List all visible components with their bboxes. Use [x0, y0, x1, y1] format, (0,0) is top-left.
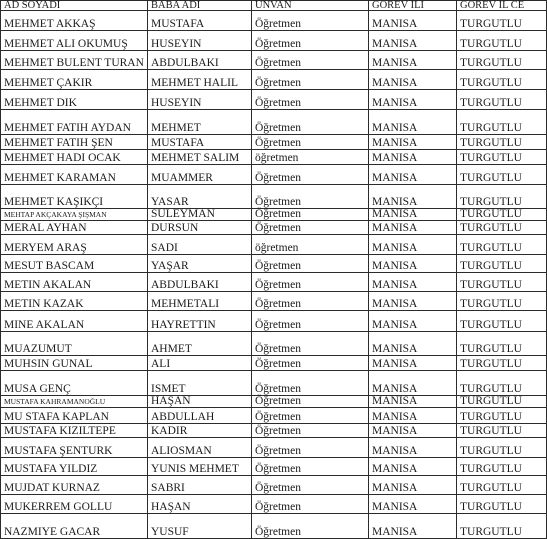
district-cell: TURGUTLU [457, 90, 547, 110]
district-cell: TURGUTLU [457, 273, 547, 292]
title-cell: Öğretmen [252, 221, 369, 235]
province-cell: MANISA [369, 514, 457, 539]
title-cell: Öğretmen [252, 356, 369, 371]
col-header-title: UNVAN [252, 1, 369, 11]
district-cell: TURGUTLU [457, 408, 547, 424]
table-row [1, 311, 547, 332]
name-cell: METIN AKALAN [1, 273, 148, 292]
title-cell: Öğretmen [252, 70, 369, 90]
district-cell: TURGUTLU [457, 150, 547, 165]
father-name-cell: ISMET [148, 371, 252, 396]
father-name-cell: YUNIS MEHMET [148, 458, 252, 476]
district-cell: TURGUTLU [457, 424, 547, 438]
table-row [1, 438, 547, 458]
name-cell: MEHMET BULENT TURAN [1, 51, 148, 70]
district-cell: TURGUTLU [457, 185, 547, 209]
father-name-cell: ABDULBAKI [148, 51, 252, 70]
province-cell: MANISA [369, 209, 457, 221]
title-cell: Öğretmen [252, 438, 369, 458]
title-cell: Öğretmen [252, 31, 369, 51]
district-cell: TURGUTLU [457, 70, 547, 90]
province-cell: MANISA [369, 273, 457, 292]
father-name-cell: ABDULBAKI [148, 273, 252, 292]
province-cell: MANISA [369, 31, 457, 51]
province-cell: MANISA [369, 495, 457, 514]
title-cell: Öğretmen [252, 514, 369, 539]
province-cell: MANISA [369, 292, 457, 311]
father-name-cell: YAŞAR [148, 255, 252, 273]
name-cell: MESUT BASCAM [1, 255, 148, 273]
father-name-cell: ALIOSMAN [148, 438, 252, 458]
name-cell: MEHMET ALI OKUMUŞ [1, 31, 148, 51]
district-cell: TURGUTLU [457, 11, 547, 31]
province-cell: MANISA [369, 165, 457, 185]
name-cell: MEHMET AKKAŞ [1, 11, 148, 31]
district-cell: TURGUTLU [457, 135, 547, 150]
name-cell: MUSA GENÇ [1, 371, 148, 396]
name-cell: MUSTAFA ŞENTURK [1, 438, 148, 458]
province-cell: MANISA [369, 11, 457, 31]
name-cell: MEHMET KAŞIKÇI [1, 185, 148, 209]
table-row [1, 235, 547, 255]
table-row [1, 51, 547, 70]
title-cell: öğretmen [252, 150, 369, 165]
table-row [1, 31, 547, 51]
name-cell: MUHSIN GUNAL [1, 356, 148, 371]
district-cell: TURGUTLU [457, 31, 547, 51]
col-header-name: AD SOYADI [1, 1, 148, 11]
name-cell: MERAL AYHAN [1, 221, 148, 235]
title-cell: Öğretmen [252, 273, 369, 292]
district-cell: TURGUTLU [457, 514, 547, 539]
table-row [1, 135, 547, 150]
name-cell: MUSTAFA KIZILTEPE [1, 424, 148, 438]
province-cell: MANISA [369, 90, 457, 110]
table-body [1, 1, 547, 539]
district-cell: TURGUTLU [457, 332, 547, 356]
district-cell: TURGUTLU [457, 110, 547, 135]
title-cell: Öğretmen [252, 311, 369, 332]
name-cell: METIN KAZAK [1, 292, 148, 311]
province-cell: MANISA [369, 424, 457, 438]
district-cell: TURGUTLU [457, 235, 547, 255]
name-cell: MUSTAFA YILDIZ [1, 458, 148, 476]
district-cell: TURGUTLU [457, 255, 547, 273]
name-cell: MUSTAFA KAHRAMANOĞLU [1, 396, 148, 408]
province-cell: MANISA [369, 332, 457, 356]
district-cell: TURGUTLU [457, 165, 547, 185]
province-cell: MANISA [369, 221, 457, 235]
name-cell: MEHMET FATIH AYDAN [1, 110, 148, 135]
father-name-cell: KADIR [148, 424, 252, 438]
table-row [1, 396, 547, 408]
province-cell: MANISA [369, 396, 457, 408]
name-cell: MINE AKALAN [1, 311, 148, 332]
table-row [1, 458, 547, 476]
table-row [1, 476, 547, 495]
title-cell: Öğretmen [252, 292, 369, 311]
table-row [1, 209, 547, 221]
title-cell: Öğretmen [252, 408, 369, 424]
title-cell: Öğretmen [252, 424, 369, 438]
father-name-cell: MUAMMER [148, 165, 252, 185]
name-cell: MEHMET ÇAKIR [1, 70, 148, 90]
title-cell: Öğretmen [252, 135, 369, 150]
table-row [1, 292, 547, 311]
name-cell: MEHMET FATIH ŞEN [1, 135, 148, 150]
col-header-province: GOREV ILI [369, 1, 457, 11]
father-name-cell: ALI [148, 356, 252, 371]
district-cell: TURGUTLU [457, 396, 547, 408]
table-row [1, 356, 547, 371]
province-cell: MANISA [369, 70, 457, 90]
table-row [1, 408, 547, 424]
father-name-cell: MEHMETALI [148, 292, 252, 311]
district-cell: TURGUTLU [457, 371, 547, 396]
table-row [1, 273, 547, 292]
table-row [1, 255, 547, 273]
title-cell: Öğretmen [252, 110, 369, 135]
province-cell: MANISA [369, 150, 457, 165]
title-cell: Öğretmen [252, 458, 369, 476]
father-name-cell: YUSUF [148, 514, 252, 539]
table-row [1, 90, 547, 110]
father-name-cell: YASAR [148, 185, 252, 209]
table-row [1, 495, 547, 514]
province-cell: MANISA [369, 185, 457, 209]
father-name-cell: MUSTAFA [148, 135, 252, 150]
district-cell: TURGUTLU [457, 292, 547, 311]
province-cell: MANISA [369, 135, 457, 150]
father-name-cell: ABDULLAH [148, 408, 252, 424]
province-cell: MANISA [369, 438, 457, 458]
table-row [1, 371, 547, 396]
title-cell: Öğretmen [252, 209, 369, 221]
district-cell: TURGUTLU [457, 221, 547, 235]
district-cell: TURGUTLU [457, 476, 547, 495]
table-row [1, 221, 547, 235]
table-row [1, 514, 547, 539]
title-cell: Öğretmen [252, 255, 369, 273]
district-cell: TURGUTLU [457, 458, 547, 476]
name-cell: MUJDAT KURNAZ [1, 476, 148, 495]
name-cell: MUAZUMUT [1, 332, 148, 356]
province-cell: MANISA [369, 356, 457, 371]
table-row [1, 185, 547, 209]
name-cell: MEHMET KARAMAN [1, 165, 148, 185]
province-cell: MANISA [369, 371, 457, 396]
father-name-cell: HAŞAN [148, 396, 252, 408]
father-name-cell: HAŞAN [148, 495, 252, 514]
name-cell: MEHMET DIK [1, 90, 148, 110]
father-name-cell: HUSEYIN [148, 90, 252, 110]
title-cell: Öğretmen [252, 11, 369, 31]
table-row [1, 424, 547, 438]
table-row [1, 11, 547, 31]
father-name-cell: HUSEYIN [148, 31, 252, 51]
name-cell: MUKERREM GOLLU [1, 495, 148, 514]
title-cell: Öğretmen [252, 90, 369, 110]
province-cell: MANISA [369, 458, 457, 476]
province-cell: MANISA [369, 110, 457, 135]
father-name-cell: MEHMET SALIM [148, 150, 252, 165]
province-cell: MANISA [369, 51, 457, 70]
title-cell: Öğretmen [252, 371, 369, 396]
father-name-cell: SABRI [148, 476, 252, 495]
father-name-cell: MEHMET [148, 110, 252, 135]
name-cell: MU STAFA KAPLAN [1, 408, 148, 424]
province-cell: MANISA [369, 255, 457, 273]
table-row [1, 150, 547, 165]
province-cell: MANISA [369, 408, 457, 424]
title-cell: Öğretmen [252, 476, 369, 495]
title-cell: Öğretmen [252, 185, 369, 209]
father-name-cell: MUSTAFA [148, 11, 252, 31]
district-cell: TURGUTLU [457, 438, 547, 458]
name-cell: MEHTAP AKÇAKAYA ŞIŞMAN [1, 209, 148, 221]
table-row [1, 165, 547, 185]
header-row [1, 1, 547, 11]
father-name-cell: DURSUN [148, 221, 252, 235]
title-cell: Öğretmen [252, 51, 369, 70]
father-name-cell: SULEYMAN [148, 209, 252, 221]
col-header-district: GOREV IL CE [457, 1, 547, 11]
table-row [1, 332, 547, 356]
table-row [1, 110, 547, 135]
title-cell: öğretmen [252, 235, 369, 255]
province-cell: MANISA [369, 235, 457, 255]
name-cell: MEHMET HADI OCAK [1, 150, 148, 165]
father-name-cell: AHMET [148, 332, 252, 356]
district-cell: TURGUTLU [457, 495, 547, 514]
title-cell: Öğretmen [252, 396, 369, 408]
col-header-father: BABA ADI [148, 1, 252, 11]
title-cell: Öğretmen [252, 332, 369, 356]
father-name-cell: HAYRETTIN [148, 311, 252, 332]
title-cell: Öğretmen [252, 165, 369, 185]
table-row [1, 70, 547, 90]
province-cell: MANISA [369, 476, 457, 495]
district-cell: TURGUTLU [457, 356, 547, 371]
district-cell: TURGUTLU [457, 51, 547, 70]
father-name-cell: MEHMET HALIL [148, 70, 252, 90]
father-name-cell: SADI [148, 235, 252, 255]
title-cell: Öğretmen [252, 495, 369, 514]
name-cell: MERYEM ARAŞ [1, 235, 148, 255]
province-cell: MANISA [369, 311, 457, 332]
name-cell: NAZMIYE GACAR [1, 514, 148, 539]
district-cell: TURGUTLU [457, 209, 547, 221]
district-cell: TURGUTLU [457, 311, 547, 332]
